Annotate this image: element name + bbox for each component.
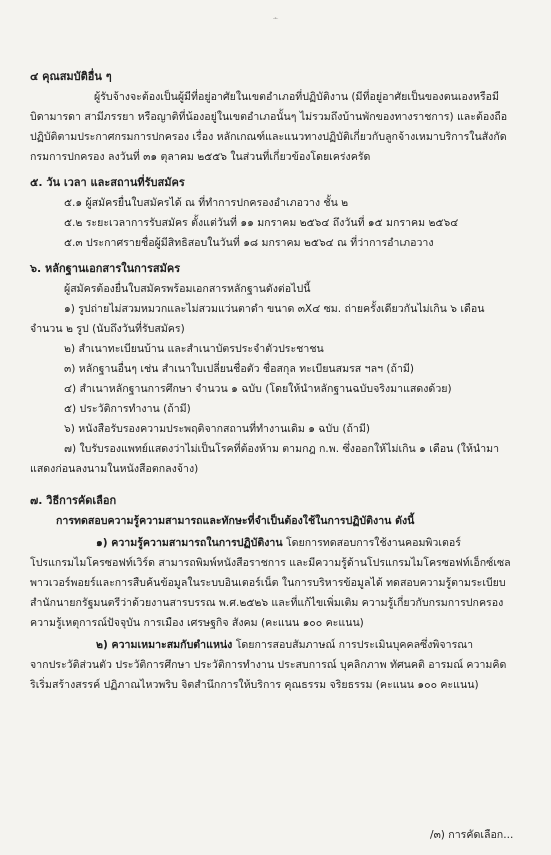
section5-heading: ๕. วัน เวลา และสถานที่รับสมัคร — [30, 176, 185, 189]
section6-item: ๕) ประวัติการทำงาน (ถ้ามี) — [64, 403, 191, 415]
page-number: - ๓ - — [272, 17, 279, 20]
section4-line: กรมการปกครอง ลงวันที่ ๓๑ ตุลาคม ๒๕๕๖ ในส่วนที่เกี่ยวข้องโดยเคร่งครัด — [30, 151, 371, 163]
section7-p1-line: พาวเวอร์พอยร์และการสืบค้นข้อมูลในระบบอินเตอร์เน็ต ในการบริหารข้อมูลได้ ทดสอบความรู้ตามระเบียบ — [30, 577, 506, 589]
section6-item: จำนวน ๒ รูป (นับถึงวันที่รับสมัคร) — [30, 323, 185, 335]
section4-line: ผู้รับจ้างจะต้องเป็นผู้มีที่อยู่อาศัยในเขตอำเภอที่ปฏิบัติงาน (มีที่อยู่อาศัยเป็นของตนเองหรือมี — [94, 91, 499, 103]
section7-p2-line: จากประวัติส่วนตัว ประวัติการศึกษา ประวัติการทำงาน ประสบการณ์ บุคลิกภาพ ทัศนคติ อารมณ์ ความคิด — [30, 659, 507, 671]
section7-p1-line: ความรู้เหตุการณ์ปัจจุบัน การเมือง เศรษฐกิจ สังคม (คะแนน ๑๐๐ คะแนน) — [30, 617, 364, 629]
section7-p2-line: ริเริ่มสร้างสรรค์ ปฏิภาณไหวพริบ จิตสำนึกการให้บริการ คุณธรรม จริยธรรม (คะแนน ๑๐๐ คะแนน) — [30, 679, 479, 691]
section4-line: ปฏิบัติตามประกาศกรมการปกครอง เรื่อง หลักเกณฑ์และแนวทางปฏิบัติเกี่ยวกับลูกจ้างเหมาบริการในสังกัด — [30, 131, 507, 143]
section7-p1-line: โปรแกรมไมโครซอฟท์เวิร์ด สามารถพิมพ์หนังสือราชการ และมีความรู้ด้านโปรแกรมไมโครซอฟท์เอ็กซ์เซล — [30, 557, 511, 569]
section7-subheading: การทดสอบความรู้ความสามารถและทักษะที่จำเป็นต้องใช้ในการปฏิบัติงาน ดังนี้ — [56, 515, 415, 527]
section7-p2-text: โดยการสอบสัมภาษณ์ การประเมินบุคคลซึ่งพิจารณา — [232, 639, 474, 651]
section6-heading: ๖. หลักฐานเอกสารในการสมัคร — [30, 262, 181, 275]
section6-item: ๓) หลักฐานอื่นๆ เช่น สำเนาใบเปลี่ยนชื่อตัว ชื่อสกุล ทะเบียนสมรส ฯลฯ (ถ้ามี) — [64, 363, 415, 375]
section6-item: ๗) ใบรับรองแพทย์แสดงว่าไม่เป็นโรคที่ต้องห้าม ตามกฎ ก.พ. ซึ่งออกให้ไม่เกิน ๑ เดือน (ให้นำมา — [64, 443, 500, 455]
section7-p1-text: โดยการทดสอบการใช้งานคอมพิวเตอร์ — [282, 537, 461, 549]
section5-item: ๕.๓ ประกาศรายชื่อผู้มีสิทธิสอบในวันที่ ๑๘ มกราคม ๒๕๖๔ ณ ที่ว่าการอำเภอวาง — [64, 237, 434, 249]
section6-item: แสดงก่อนลงนามในหนังสือตกลงจ้าง) — [30, 463, 199, 475]
section7-p1-line: สำนักนายกรัฐมนตรีว่าด้วยงานสารบรรณ พ.ศ.๒๕๒๖ และที่แก้ไขเพิ่มเติม ความรู้เกี่ยวกับกรมการปกครอง — [30, 597, 504, 609]
section5-item: ๕.๒ ระยะเวลาการรับสมัคร ตั้งแต่วันที่ ๑๑ มกราคม ๒๕๖๔ ถึงวันที่ ๑๕ มกราคม ๒๕๖๔ — [64, 217, 459, 229]
section7-heading: ๗. วิธีการคัดเลือก — [30, 494, 117, 507]
section7-p2-first-line — [96, 638, 473, 652]
footer-continuation: /๓) การคัดเลือก... — [430, 829, 514, 841]
section7-p1-first-line — [96, 536, 461, 550]
section6-item: ๖) หนังสือรับรองความประพฤติจากสถานที่ทำงานเดิม ๑ ฉบับ (ถ้ามี) — [64, 423, 370, 435]
section6-item: ๔) สำเนาหลักฐานการศึกษา จำนวน ๑ ฉบับ (โดยให้นำหลักฐานฉบับจริงมาแสดงด้วย) — [64, 383, 452, 395]
section4-heading: ๔ คุณสมบัติอื่น ๆ — [30, 70, 112, 83]
section7-p2-title: ๒) ความเหมาะสมกับตำแหน่ง — [96, 639, 233, 651]
section6-intro: ผู้สมัครต้องยื่นใบสมัครพร้อมเอกสารหลักฐานดังต่อไปนี้ — [64, 283, 311, 295]
section6-item: ๑) รูปถ่ายไม่สวมหมวกและไม่สวมแว่นตาดำ ขนาด ๓X๔ ซม. ถ่ายครั้งเดียวกันไม่เกิน ๖ เดือน — [64, 303, 485, 315]
section7-p1-title: ๑) ความรู้ความสามารถในการปฏิบัติงาน — [96, 537, 283, 549]
section4-line: บิดามารดา สามีภรรยา หรือญาติที่น้องอยู่ในเขตอำเภอนั้นๆ ไม่รวมถึงบ้านพักของทางราชการ) และต้องถือ — [30, 111, 508, 123]
section5-item: ๕.๑ ผู้สมัครยื่นใบสมัครได้ ณ ที่ทำการปกครองอำเภอวาง ชั้น ๒ — [64, 197, 349, 209]
section6-item: ๒) สำเนาทะเบียนบ้าน และสำเนาบัตรประจำตัวประชาชน — [64, 343, 324, 355]
